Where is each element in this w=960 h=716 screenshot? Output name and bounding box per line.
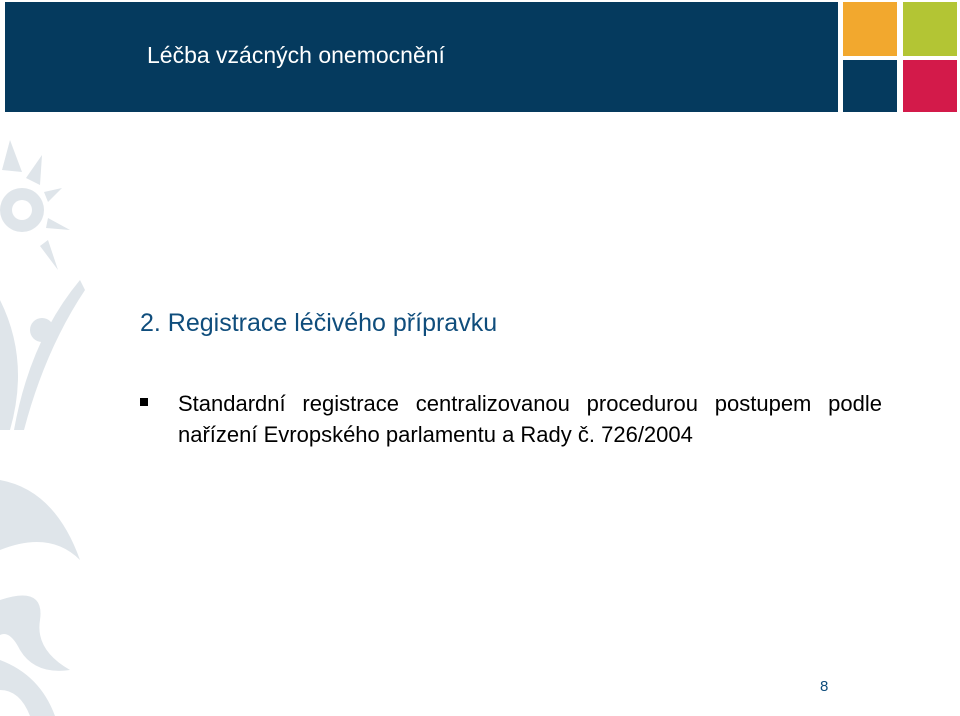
bullet-item-text: Standardní registrace centralizovanou procedurou postupem podle nařízení Evropského parlamentu a Rady č. 726/2004	[178, 391, 882, 447]
slide-title: Léčba vzácných onemocnění	[147, 42, 445, 68]
decor-tile-red	[903, 60, 957, 112]
decor-tile-navy	[843, 60, 897, 112]
header-bar	[5, 2, 838, 112]
decor-tile-green	[903, 2, 957, 56]
bullet-square-icon	[140, 398, 148, 406]
section-heading: 2. Registrace léčivého přípravku	[140, 309, 498, 337]
page-number: 8	[820, 678, 829, 695]
decorative-figures-graphic	[0, 130, 90, 716]
decor-tile-orange	[843, 2, 897, 56]
